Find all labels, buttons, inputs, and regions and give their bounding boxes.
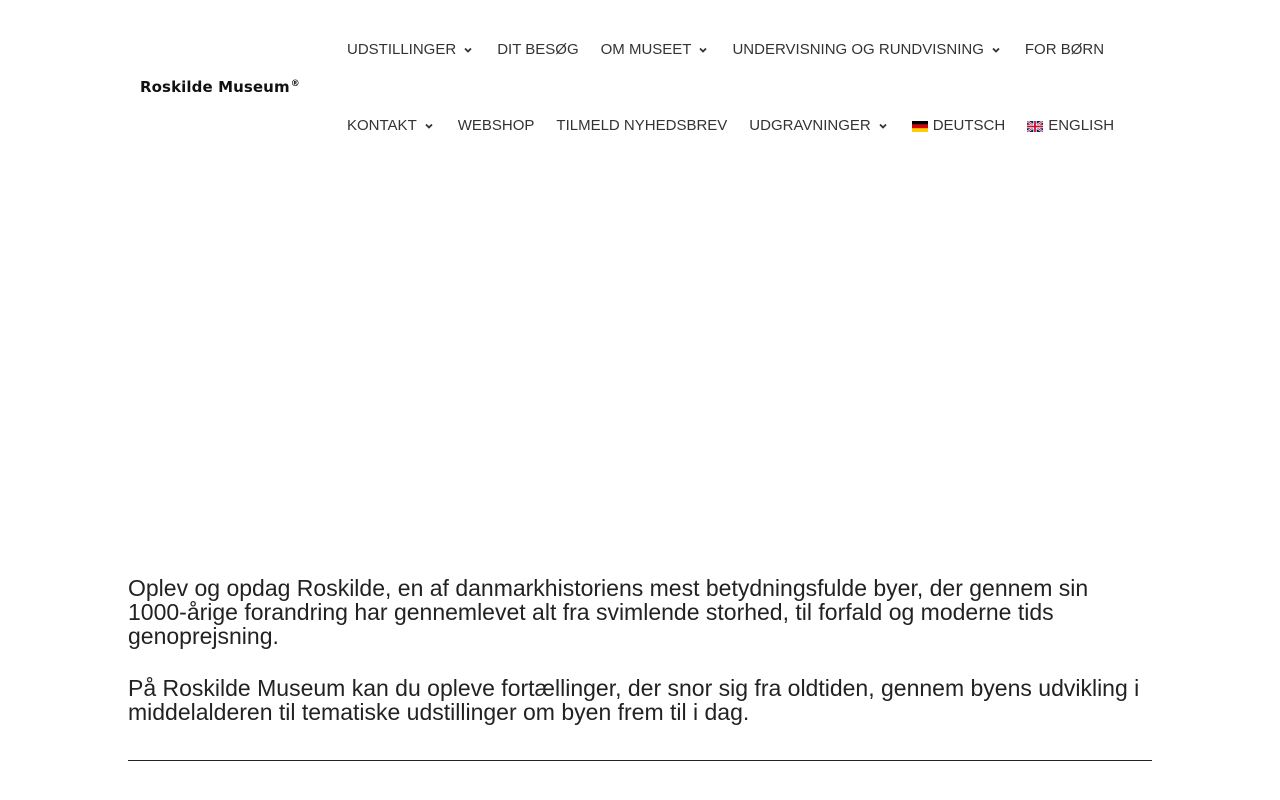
nav-item-label: KONTAKT [347, 117, 417, 134]
nav-item-udstillinger[interactable] [347, 40, 475, 60]
nav-item-label: UNDERVISNING OG RUNDVISNING [732, 41, 984, 58]
uk-flag-icon [1027, 121, 1043, 132]
hero-area [0, 160, 1280, 560]
nav-item-label: FOR BØRN [1024, 41, 1105, 58]
main-nav-row-2 [347, 116, 1114, 136]
section-divider [128, 760, 1152, 761]
nav-item-dit-besoeg[interactable] [497, 40, 578, 60]
intro-section [128, 576, 1152, 724]
nav-item-label: OM MUSEET [600, 41, 692, 58]
nav-item-label: TILMELD NYHEDSBREV [556, 117, 728, 134]
chevron-down-icon [876, 119, 890, 133]
chevron-down-icon [989, 43, 1003, 57]
nav-item-label: UDGRAVNINGER [749, 117, 871, 134]
nav-item-label: WEBSHOP [457, 117, 535, 134]
nav-item-om-museet[interactable] [601, 40, 711, 60]
logo-text: Roskilde Museum [140, 78, 290, 96]
nav-item-undervisning[interactable] [732, 40, 1002, 60]
nav-item-label: ENGLISH [1048, 117, 1115, 134]
chevron-down-icon [696, 43, 710, 57]
nav-item-deutsch[interactable] [912, 116, 1006, 136]
chevron-down-icon [461, 43, 475, 57]
intro-paragraph-1: Oplev og opdag Roskilde, en af danmarkhistoriens mest betydningsfulde byer, der gennem sin 1000-årige forandring har gennemlevet alt fra svimlende storhed, til forfald og moderne tids genoprejsning. [128, 575, 1089, 649]
nav-item-label: DEUTSCH [932, 117, 1006, 134]
nav-item-label: DIT BESØG [497, 41, 579, 58]
main-nav-row-1 [347, 40, 1104, 60]
registered-mark: ® [290, 79, 300, 89]
nav-item-kontakt[interactable] [347, 116, 436, 136]
site-logo[interactable] [140, 78, 300, 96]
nav-item-english[interactable] [1027, 116, 1114, 136]
nav-item-webshop[interactable] [458, 116, 535, 136]
nav-item-tilmeld-nyhedsbrev[interactable] [556, 116, 727, 136]
chevron-down-icon [422, 119, 436, 133]
nav-item-for-boern[interactable] [1025, 40, 1104, 60]
nav-item-label: UDSTILLINGER [347, 41, 457, 58]
intro-paragraph-2: På Roskilde Museum kan du opleve fortællinger, der snor sig fra oldtiden, gennem byens udvikling i middelalderen til tematiske udstillinger om byen frem til i dag. [128, 675, 1140, 725]
nav-item-udgravninger[interactable] [749, 116, 889, 136]
german-flag-icon [912, 121, 928, 132]
